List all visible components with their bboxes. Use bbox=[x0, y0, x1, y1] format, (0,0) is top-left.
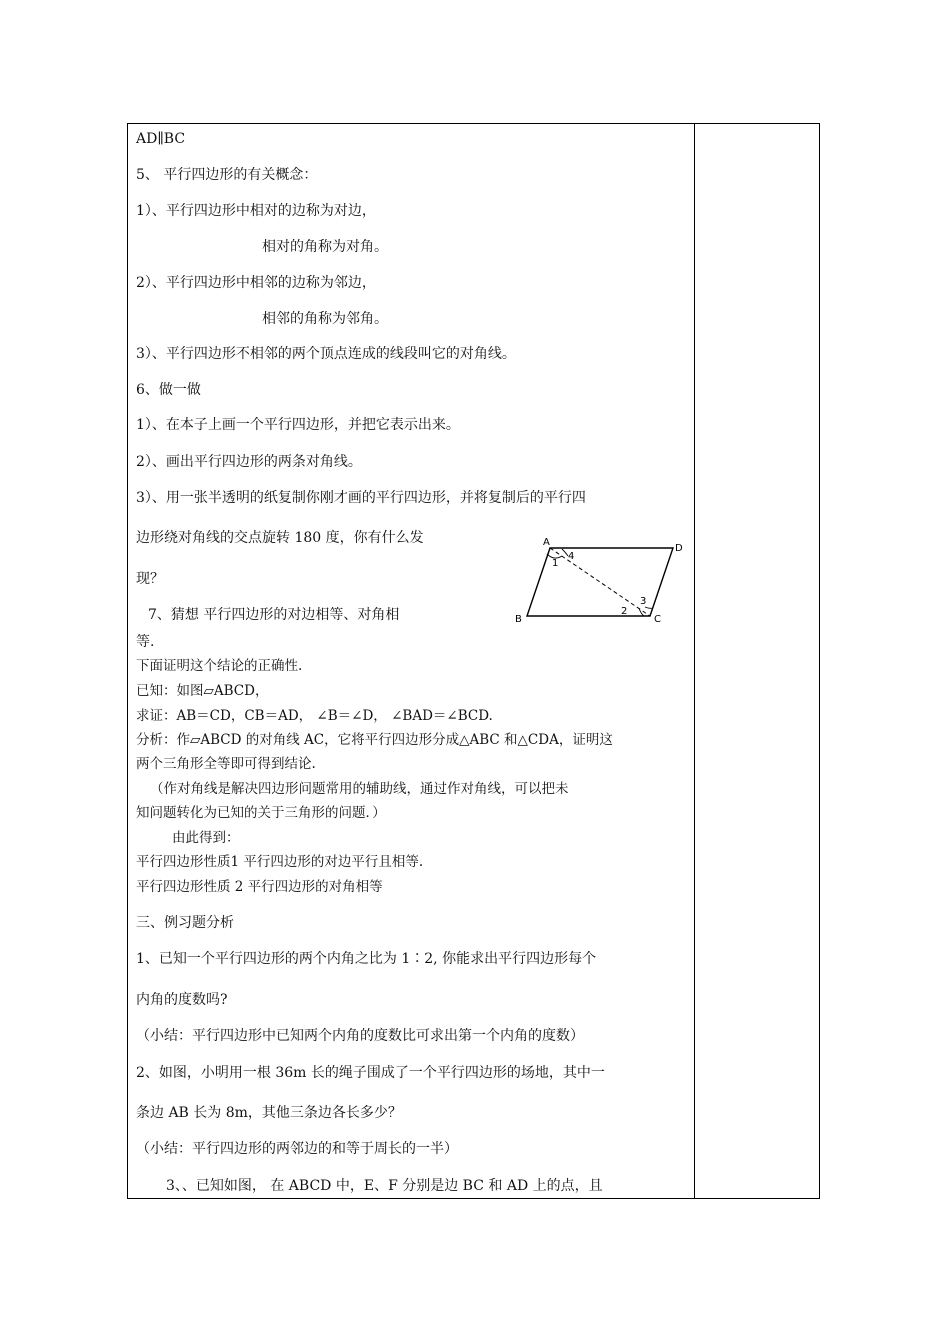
text-line: 求证：AB＝CD，CB＝AD， ∠B＝∠D， ∠BAD＝∠BCD. bbox=[136, 708, 493, 724]
text-line: 内角的度数吗? bbox=[136, 992, 228, 1008]
vertex-label-b: B bbox=[515, 614, 522, 625]
text-line: 相对的角称为对角。 bbox=[262, 239, 388, 255]
vertex-label-d: D bbox=[675, 543, 683, 554]
diagonal-ac bbox=[550, 548, 650, 616]
text-line: 平行四边形性质1 平行四边形的对边平行且相等. bbox=[136, 854, 424, 870]
text-line: 2）、画出平行四边形的两条对角线。 bbox=[136, 454, 362, 470]
vertex-label-a: A bbox=[543, 537, 550, 548]
angle-label-4: 4 bbox=[568, 551, 575, 562]
text-line: 平行四边形性质 2 平行四边形的对角相等 bbox=[136, 879, 383, 895]
text-line: AD∥BC bbox=[136, 131, 186, 147]
text-line: 3）、平行四边形不相邻的两个顶点连成的线段叫它的对角线。 bbox=[136, 346, 516, 362]
text-line: 已知：如图▱ABCD， bbox=[136, 683, 269, 699]
text-line: 3、、已知如图， 在 ABCD 中，E、F 分别是边 BC 和 AD 上的点，且 bbox=[166, 1178, 603, 1194]
parallelogram-figure bbox=[510, 530, 690, 630]
text-line: 1）、平行四边形中相对的边称为对边， bbox=[136, 203, 376, 219]
text-line: （作对角线是解决四边形问题常用的辅助线，通过作对角线，可以把未 bbox=[150, 781, 569, 797]
text-line: 下面证明这个结论的正确性. bbox=[136, 658, 303, 674]
text-line: 2）、平行四边形中相邻的边称为邻边， bbox=[136, 275, 376, 291]
text-line: 两个三角形全等即可得到结论. bbox=[136, 756, 316, 772]
text-line: 2、如图，小明用一根 36m 长的绳子围成了一个平行四边形的场地，其中一 bbox=[136, 1065, 605, 1081]
text-line: 知问题转化为已知的关于三角形的问题．） bbox=[136, 805, 386, 821]
text-line: 3）、用一张半透明的纸复制你刚才画的平行四边形，并将复制后的平行四 bbox=[136, 490, 586, 506]
angle-label-2: 2 bbox=[621, 606, 628, 617]
text-line: 1、已知一个平行四边形的两个内角之比为 1∶2, 你能求出平行四边形每个 bbox=[136, 951, 597, 967]
angle-label-1: 1 bbox=[552, 558, 559, 569]
angle-3-arc bbox=[645, 607, 653, 608]
text-line: 6、做一做 bbox=[136, 382, 201, 398]
text-line: （小结：平行四边形的两邻边的和等于周长的一半） bbox=[136, 1141, 458, 1157]
text-line: 1）、在本子上画一个平行四边形，并把它表示出来。 bbox=[136, 417, 460, 433]
text-line: 相邻的角称为邻角。 bbox=[262, 311, 388, 327]
text-line: 7、猜想 平行四边形的对边相等、对角相 bbox=[148, 607, 400, 623]
angle-label-3: 3 bbox=[640, 596, 647, 607]
text-line: 现？ bbox=[136, 571, 164, 587]
table-column-divider bbox=[694, 123, 695, 1199]
text-line: 分析：作▱ABCD 的对角线 AC，它将平行四边形分成△ABC 和△CDA，证明这 bbox=[136, 732, 613, 748]
vertex-label-c: C bbox=[654, 614, 661, 625]
text-line: 条边 AB 长为 8m，其他三条边各长多少？ bbox=[136, 1105, 402, 1121]
text-line: 等. bbox=[136, 634, 155, 650]
parallelogram-outline bbox=[527, 548, 673, 616]
text-line: 由此得到： bbox=[172, 830, 240, 846]
text-line: 三、例习题分析 bbox=[136, 915, 234, 931]
text-line: 边形绕对角线的交点旋转 180 度，你有什么发 bbox=[136, 530, 424, 546]
text-line: （小结：平行四边形中已知两个内角的度数比可求出第一个内角的度数） bbox=[136, 1028, 584, 1044]
text-line: 5、 平行四边形的有关概念： bbox=[136, 167, 318, 183]
